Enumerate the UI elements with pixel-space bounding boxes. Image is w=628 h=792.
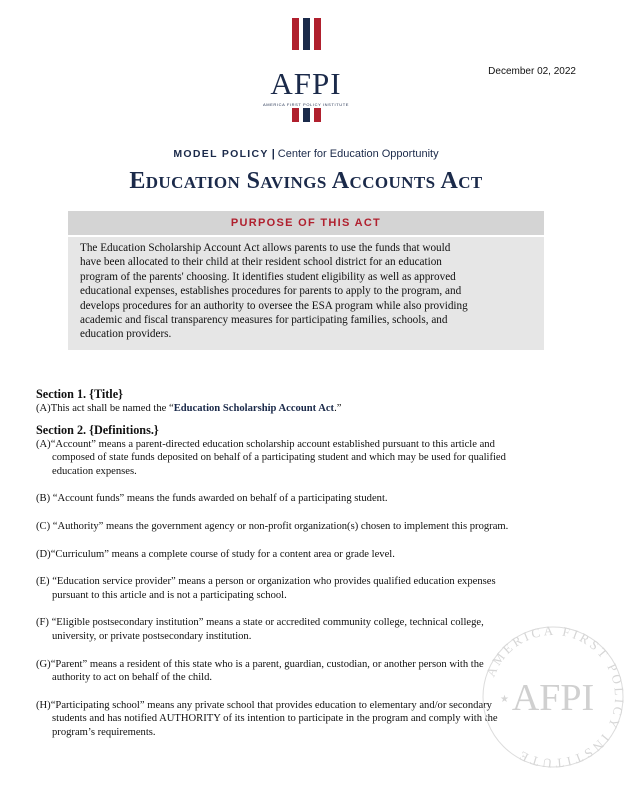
watermark-wordmark: AFPI bbox=[511, 677, 595, 719]
logo-subtext: AMERICA FIRST POLICY INSTITUTE bbox=[262, 102, 350, 107]
definition-line: “Authority” means the government agency or non-profit organization(s) chosen to implement this program. bbox=[52, 520, 509, 532]
item-label: (C) bbox=[36, 520, 51, 532]
purpose-line: academic and fiscal transparency measures for participating families, schools, and bbox=[80, 314, 448, 327]
document-date: December 02, 2022 bbox=[488, 66, 576, 77]
purpose-line: have been allocated to their child at their resident school district for an education bbox=[80, 256, 442, 269]
section-1-item-a bbox=[36, 402, 576, 416]
definition-item bbox=[36, 520, 576, 534]
definition-item bbox=[36, 438, 576, 479]
purpose-line: The Education Scholarship Account Act allows parents to use the funds that would bbox=[80, 242, 451, 254]
afpi-watermark-seal bbox=[478, 622, 628, 772]
act-name: Education Scholarship Account Act bbox=[173, 403, 335, 414]
purpose-body bbox=[68, 237, 544, 350]
purpose-line: develops procedures for an authority to oversee the ESA program while also providing bbox=[80, 299, 468, 312]
definition-line: “Account funds” means the funds awarded on behalf of a participating student. bbox=[52, 493, 388, 505]
definition-line: authority to act on behalf of the child. bbox=[52, 672, 213, 684]
definition-line: “Parent” means a resident of this state who is a parent, guardian, custodian, or another person with the bbox=[50, 658, 484, 670]
definition-line: program’s requirements. bbox=[52, 726, 156, 738]
center-name: Center for Education Opportunity bbox=[277, 148, 439, 160]
purpose-line: program of the parents' choosing. It identifies student eligibility as well as approved bbox=[80, 270, 456, 283]
definition-line: “Education service provider” means a person or organization who provides qualified education expenses bbox=[52, 576, 496, 588]
item-text: This act shall be named the “ bbox=[50, 403, 174, 414]
definition-line: “Curriculum” means a complete course of study for a content area or grade level. bbox=[50, 548, 395, 560]
definition-line: composed of state funds deposited on behalf of a participating student and which may be used for qualified bbox=[52, 452, 506, 464]
definition-line: “Eligible postsecondary institution” means a state or accredited community college, technical college, bbox=[51, 617, 484, 629]
definition-item bbox=[36, 492, 576, 506]
logo-wordmark: AFPI bbox=[270, 66, 342, 101]
kicker-separator: | bbox=[271, 148, 275, 160]
item-label: (E) bbox=[36, 576, 50, 588]
purpose-line: educational expenses, establishes procedures for parents to apply to the program, and bbox=[80, 285, 462, 298]
afpi-logo bbox=[258, 16, 354, 126]
definition-line: pursuant to this article and is not a participating school. bbox=[52, 589, 287, 601]
item-label: (A) bbox=[36, 438, 51, 450]
kicker-line bbox=[0, 148, 612, 160]
watermark-star-icon: ★ bbox=[500, 694, 509, 705]
item-label: (B) bbox=[36, 493, 51, 505]
definition-item bbox=[36, 548, 576, 562]
section-1-heading: Section 1. {Title} bbox=[36, 387, 123, 401]
definition-item bbox=[36, 575, 576, 602]
item-label: (G) bbox=[36, 658, 51, 670]
page-title: Education Savings Accounts Act bbox=[129, 168, 483, 194]
purpose-heading: PURPOSE OF THIS ACT bbox=[68, 211, 544, 235]
definition-line: “Account” means a parent-directed education scholarship account established pursuant to this article and bbox=[50, 438, 495, 450]
item-label: (H) bbox=[36, 699, 51, 711]
definition-line: students and has notified AUTHORITY of its intention to participate in the program and comply with the bbox=[52, 713, 498, 725]
definition-line: university, or private postsecondary institution. bbox=[52, 630, 252, 642]
section-2-heading: Section 2. {Definitions.} bbox=[36, 422, 159, 437]
item-label: (F) bbox=[36, 617, 49, 629]
model-policy-label: MODEL POLICY bbox=[173, 148, 269, 160]
purpose-line: education providers. bbox=[80, 328, 172, 341]
definition-line: education expenses. bbox=[52, 465, 137, 477]
item-label: (D) bbox=[36, 548, 51, 560]
definition-line: “Participating school” means any private school that provides education to elementary and/or secondary bbox=[50, 699, 492, 711]
item-text-end: .” bbox=[334, 403, 342, 414]
item-label: (A) bbox=[36, 403, 51, 414]
watermark-ring-text: AMERICA FIRST POLICY INSTITUTE bbox=[482, 622, 628, 772]
